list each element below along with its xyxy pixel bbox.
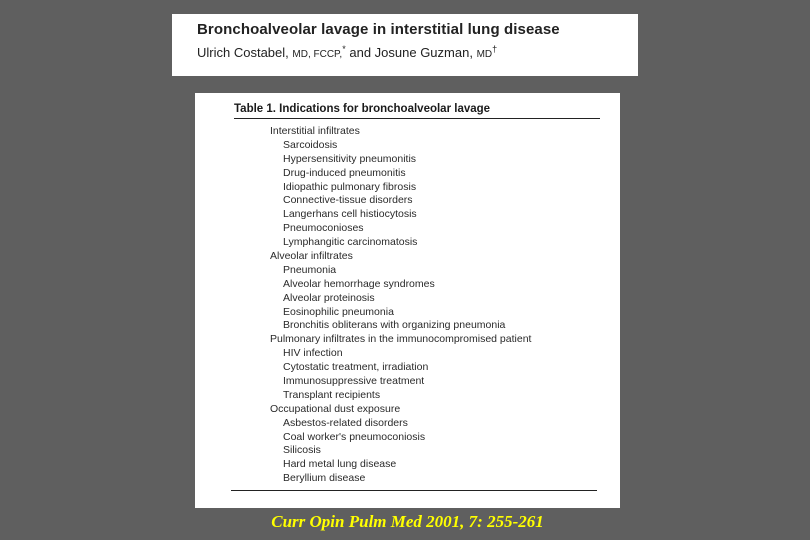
author-1-degree: MD, FCCP, <box>292 49 343 60</box>
list-item: Hypersensitivity pneumonitis <box>283 152 417 165</box>
list-item: Transplant recipients <box>283 388 381 401</box>
list-item: Langerhans cell histiocytosis <box>283 208 417 221</box>
article-header-card <box>172 14 638 76</box>
article-title: Bronchoalveolar lavage in interstitial lung disease <box>197 21 560 38</box>
list-item: Silicosis <box>283 444 321 457</box>
category-occupational-dust: Occupational dust exposure <box>270 402 401 415</box>
list-item: Cytostatic treatment, irradiation <box>283 361 429 374</box>
list-item: Idiopathic pulmonary fibrosis <box>283 180 417 193</box>
list-item: Lymphangitic carcinomatosis <box>283 236 418 249</box>
list-item: Bronchitis obliterans with organizing pneumonia <box>283 319 506 332</box>
author-1-mark: * <box>342 44 346 54</box>
table-top-rule <box>234 118 600 119</box>
list-item: Asbestos-related disorders <box>283 416 408 429</box>
author-2-degree: MD <box>476 49 493 60</box>
citation: Curr Opin Pulm Med 2001, 7: 255-261 <box>271 512 544 531</box>
list-item: Pneumonia <box>283 263 337 276</box>
list-item: HIV infection <box>283 347 343 360</box>
author-2-mark: † <box>492 44 498 54</box>
article-authors <box>197 40 638 64</box>
list-item: Immunosuppressive treatment <box>283 375 425 388</box>
list-item: Connective-tissue disorders <box>283 194 413 207</box>
indications-list <box>195 125 531 486</box>
indications-table-card <box>195 93 620 508</box>
category-interstitial-infiltrates: Interstitial infiltrates <box>270 125 360 137</box>
list-item: Sarcoidosis <box>283 138 338 151</box>
list-item: Beryllium disease <box>283 472 366 485</box>
list-item: Alveolar hemorrhage syndromes <box>283 277 435 290</box>
table-bottom-rule <box>231 490 597 491</box>
list-item: Hard metal lung disease <box>283 458 397 471</box>
author-conjunction: and Josune Guzman, <box>349 45 473 60</box>
list-item: Eosinophilic pneumonia <box>283 305 394 318</box>
list-item: Pneumoconioses <box>283 222 364 235</box>
table-title: Table 1. Indications for bronchoalveolar lavage <box>234 103 491 115</box>
list-item: Alveolar proteinosis <box>283 291 375 304</box>
list-item: Coal worker's pneumoconiosis <box>283 430 426 443</box>
author-1-name: Ulrich Costabel, <box>197 45 289 60</box>
category-alveolar-infiltrates: Alveolar infiltrates <box>270 250 353 263</box>
list-item: Drug-induced pneumonitis <box>283 166 406 179</box>
category-immunocompromised: Pulmonary infiltrates in the immunocompromised patient <box>270 333 532 346</box>
